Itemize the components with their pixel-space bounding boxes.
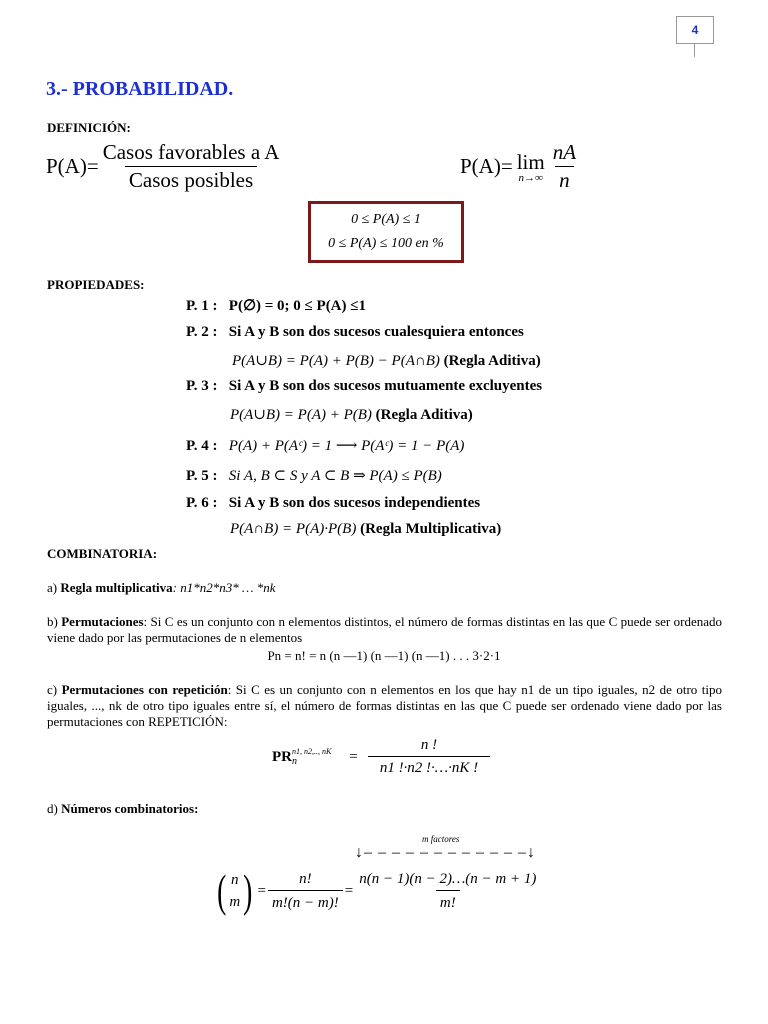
property-1 — [186, 296, 366, 315]
item-c — [47, 682, 722, 730]
binomial-bottom: m — [229, 894, 241, 910]
item-text: : Si C es un conjunto con n elementos distintos, el número de formas distintas en las que C puede ser ordenado viene dado por las permutaciones de n elementos — [47, 614, 722, 645]
item-prefix: b) — [47, 614, 62, 629]
item-text: : n1*n2*n3* … *nk — [172, 580, 276, 595]
property-tag: P. 1 : — [186, 298, 218, 314]
limit-fraction — [549, 140, 580, 193]
formula-lhs: P(A)= — [46, 154, 99, 178]
pr-superscript: n1, n2,.., nK — [292, 747, 332, 756]
pr-subscript: n — [292, 756, 297, 767]
property-formula: P(A∪B) = P(A) + P(B) — [230, 407, 372, 423]
fraction-denominator: m!(n − m)! — [268, 890, 343, 914]
fraction-numerator: nA — [552, 140, 577, 164]
pr-symbol: PR — [272, 748, 292, 765]
item-prefix: d) — [47, 801, 62, 816]
probability-range-box — [308, 201, 464, 263]
property-formula: P(A∪B) = P(A) + P(B) − P(A∩B) — [232, 353, 440, 369]
m-factors-label: m factores — [422, 834, 460, 844]
property-tag: P. 4 : — [186, 438, 218, 454]
property-6 — [186, 495, 480, 512]
item-a — [47, 580, 276, 596]
fraction-denominator: n1 !·n2 !·…·nK ! — [368, 756, 490, 779]
fraction-numerator: n! — [299, 870, 312, 887]
permutation-repetition-formula: PR n1, n2,.., nK n = $\frac{n !}{n1 !\cdot n2 !\cdot\dots\cdot nK !}$ — [272, 735, 490, 779]
property-3-formula — [230, 405, 473, 424]
definition-formula-classic — [46, 140, 283, 193]
property-5 — [186, 466, 442, 485]
property-text: P(A) + P(Aᶜ) = 1 ⟶ P(Aᶜ) = 1 − P(A) — [228, 438, 465, 454]
property-tag: P. 6 : — [186, 495, 218, 511]
property-tag: P. 3 : — [186, 378, 218, 394]
item-title: Números combinatorios: — [61, 801, 199, 816]
property-formula: P(A∩B) = P(A)·P(B) — [230, 521, 357, 537]
binomial-top: n — [231, 872, 239, 888]
pr-indices — [292, 747, 331, 767]
lim-subscript: n→∞ — [518, 171, 543, 184]
right-paren: ) — [243, 865, 253, 916]
property-2 — [186, 324, 524, 341]
definition-formula-limit — [460, 140, 580, 193]
lim-label: lim — [516, 149, 545, 174]
section-title: 3.- PROBABILIDAD. — [46, 78, 234, 100]
item-title: Regla multiplicativa — [60, 580, 173, 595]
property-text: P(∅) = 0; 0 ≤ P(A) ≤1 — [228, 298, 366, 314]
property-text: Si A y B son dos sucesos cualesquiera entonces — [228, 324, 524, 340]
property-rule-note: (Regla Multiplicativa) — [360, 521, 502, 537]
fraction-denominator: Casos posibles — [125, 166, 257, 193]
item-text: : Si C es un conjunto con n elementos en los que hay n1 de un tipo iguales, n2 de otro tipo iguales, ..., nk de otro tipo iguales entre sí, el número de formas distintas en las que C puede ser ordenado viene dado por las permutaciones con REPETICIÓN: — [47, 682, 723, 729]
item-title: Permutaciones con repetición — [61, 682, 228, 697]
favorable-fraction — [99, 140, 284, 193]
property-4 — [186, 436, 464, 455]
binomial-fraction-1 — [268, 869, 343, 914]
fraction-denominator: n — [555, 166, 574, 193]
fraction-numerator: n(n − 1)(n − 2)…(n − m + 1) — [359, 870, 537, 887]
item-prefix: a) — [47, 580, 61, 595]
range-line-2: 0 ≤ P(A) ≤ 100 en % — [328, 236, 444, 251]
left-paren: ( — [217, 865, 227, 916]
limit-operator — [517, 150, 545, 184]
property-rule-note: (Regla Aditiva) — [443, 353, 541, 369]
item-title: Permutaciones — [61, 614, 144, 629]
item-prefix: c) — [47, 682, 62, 697]
property-2-formula — [232, 351, 541, 370]
property-text: Si A y B son dos sucesos independientes — [228, 495, 481, 511]
propiedades-heading: PROPIEDADES: — [47, 277, 145, 292]
fraction-numerator: Casos favorables a A — [102, 140, 280, 164]
item-b — [47, 614, 722, 646]
formula-lhs: P(A)= — [460, 154, 513, 178]
permutation-formula: Pn = n! = n (n —1) (n —1) (n —1) . . . 3·2·1 — [267, 648, 501, 663]
fraction-denominator: m! — [436, 890, 460, 914]
property-3 — [186, 378, 542, 395]
range-line-1: 0 ≤ P(A) ≤ 1 — [351, 212, 421, 227]
property-tag: P. 5 : — [186, 468, 218, 484]
factors-span-arrows: ↓– – – – – – – – – – – –↓ — [355, 844, 536, 861]
definicion-heading: DEFINICIÓN: — [47, 120, 131, 135]
binomial-formula: ( n m ) = $\frac{n!}{m!(n - m)!}$ = $\frac{n(n - 1)(n - 2)\dots(n - m + 1)}{m!}$ — [214, 868, 540, 914]
page-number: 4 — [676, 16, 714, 44]
property-tag: P. 2 : — [186, 324, 218, 340]
fraction-numerator: n ! — [420, 737, 438, 753]
property-text: Si A, B ⊂ S y A ⊂ B ⇒ P(A) ≤ P(B) — [228, 468, 442, 484]
property-6-formula — [230, 521, 501, 538]
pr-fraction — [368, 735, 490, 779]
combinatoria-heading: COMBINATORIA: — [47, 546, 158, 561]
binomial-fraction-2 — [355, 869, 540, 914]
property-rule-note: (Regla Aditiva) — [375, 407, 473, 423]
binomial-coefficient — [229, 869, 240, 913]
page-number-tick — [694, 43, 695, 57]
item-d — [47, 801, 198, 817]
property-text: Si A y B son dos sucesos mutuamente excluyentes — [228, 378, 543, 394]
